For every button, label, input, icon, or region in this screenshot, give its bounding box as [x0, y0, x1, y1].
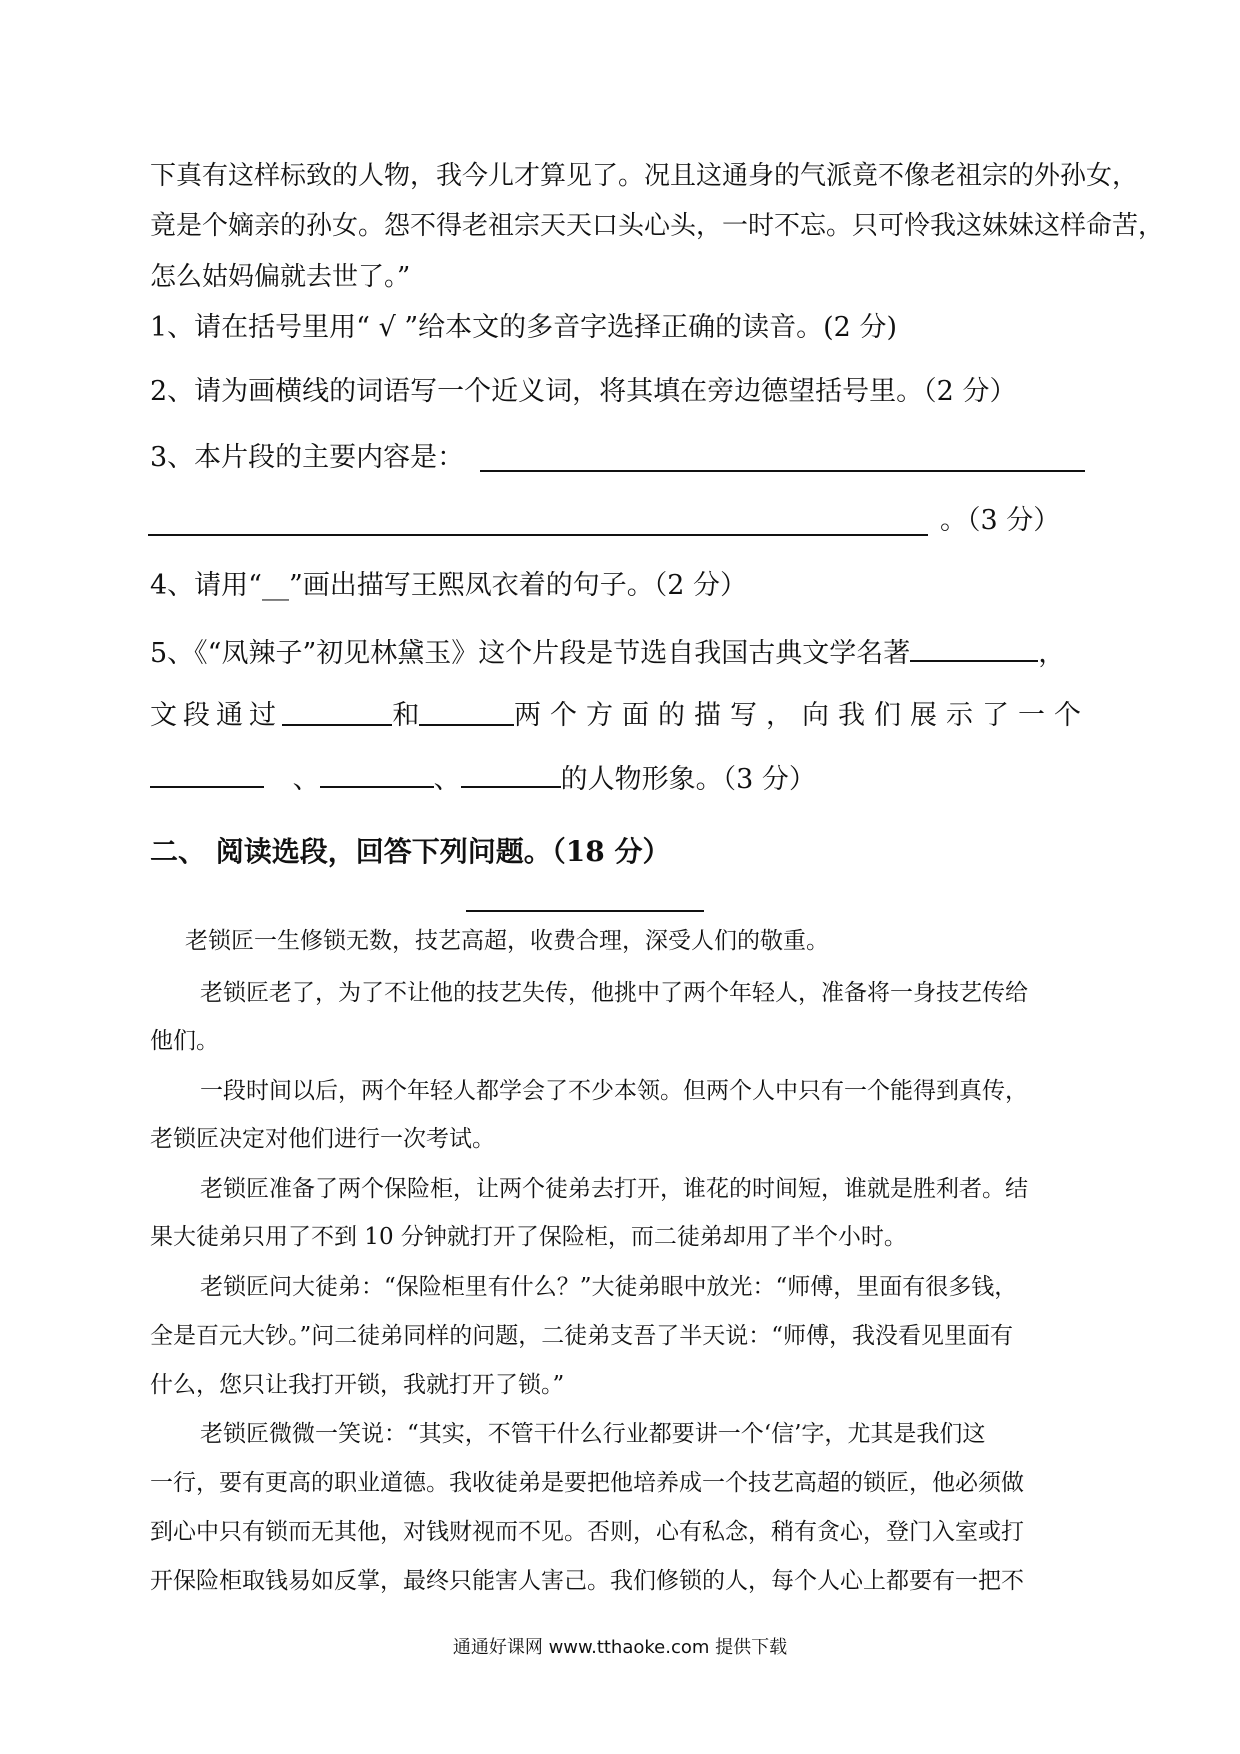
passage-line-1: 下真有这样标致的人物，我今儿才算见了。况且这通身的气派竟不像老祖宗的外孙女， [150, 161, 1139, 191]
question-4: 4、请用“__”画出描写王熙凤衣着的句子。（2 分） [150, 570, 748, 601]
reading-p3-line-2: 老锁匠决定对他们进行一次考试。 [150, 1126, 495, 1152]
question-5-text: 5、《“凤辣子”初见林黛玉》这个片段是节选自我国古典文学名著 [150, 638, 911, 669]
answer-blank-title[interactable] [466, 910, 704, 912]
reading-p5-line-2: 全是百元大钞。”问二徒弟同样的问题，二徒弟支吾了半天说：“师傅，我没看见里面有 [150, 1323, 1014, 1349]
q5-show: 两个方面的描写，向我们展示了一个 [514, 700, 1090, 731]
answer-blank-trait-2[interactable] [320, 762, 434, 788]
passage-line-2: 竟是个嫡亲的孙女。怨不得老祖宗天天口头心头，一时不忘。只可怜我这妹妹这样命苦， [150, 211, 1165, 241]
q5-and: 和 [392, 700, 420, 731]
reading-p6-line-4: 开保险柜取钱易如反掌，最终只能害人害己。我们修锁的人，每个人心上都要有一把不 [150, 1568, 1024, 1594]
reading-p4-line-2: 果大徒弟只用了不到 10 分钟就打开了保险柜，而二徒弟却用了半个小时。 [150, 1224, 907, 1250]
section-2-heading: 二、 阅读选段，回答下列问题。（18 分） [150, 835, 671, 868]
question-2: 2、请为画横线的词语写一个近义词，将其填在旁边德望括号里。（2 分） [150, 376, 1017, 407]
reading-p2-line-1: 老锁匠老了，为了不让他的技艺失传，他挑中了两个年轻人，准备将一身技艺传给 [200, 980, 1028, 1006]
answer-blank-aspect-2[interactable] [419, 700, 514, 726]
answer-line-q3-b[interactable] [148, 534, 928, 536]
reading-p6-line-3: 到心中只有锁而无其他，对钱财视而不见。否则，心有私念，稍有贪心，登门入室或打 [150, 1519, 1024, 1545]
separator-2: 、 [433, 764, 461, 795]
comma: ， [1038, 638, 1066, 669]
question-5-line-1 [150, 636, 1065, 670]
separator-1: 、 [292, 764, 320, 795]
reading-p2-line-2: 他们。 [150, 1028, 219, 1054]
question-3-score: 。（3 分） [940, 505, 1061, 536]
answer-line-q3-a[interactable] [480, 470, 1085, 472]
answer-blank-trait-1[interactable] [150, 762, 264, 788]
question-1: 1、请在括号里用“ √ ”给本文的多音字选择正确的读音。(2 分) [150, 312, 897, 343]
question-5-end: 的人物形象。（3 分） [560, 764, 816, 795]
passage-line-3: 怎么姑妈偏就去世了。” [150, 262, 411, 292]
page-footer: 通通好课网 www.tthaoke.com 提供下载 [452, 1637, 788, 1658]
q5-through: 文段通过 [150, 700, 282, 731]
question-3-label: 3、本片段的主要内容是： [150, 442, 465, 473]
answer-blank-trait-3[interactable] [461, 762, 561, 788]
answer-blank-aspect-1[interactable] [282, 700, 392, 726]
reading-p1: 老锁匠一生修锁无数，技艺高超，收费合理，深受人们的敬重。 [185, 928, 829, 954]
reading-p5-line-3: 什么，您只让我打开锁，我就打开了锁。” [150, 1372, 565, 1398]
question-5-line-2 [150, 700, 1090, 732]
reading-p3-line-1: 一段时间以后，两个年轻人都学会了不少本领。但两个人中只有一个能得到真传， [200, 1078, 1028, 1104]
reading-p5-line-1: 老锁匠问大徒弟：“保险柜里有什么？”大徒弟眼中放光：“师傅，里面有很多钱， [200, 1274, 1018, 1300]
reading-p6-line-1: 老锁匠微微一笑说：“其实，不管干什么行业都要讲一个‘信’字，尤其是我们这 [200, 1421, 986, 1447]
answer-blank-book[interactable] [910, 636, 1038, 662]
reading-p4-line-1: 老锁匠准备了两个保险柜，让两个徒弟去打开，谁花的时间短，谁就是胜利者。结 [200, 1176, 1028, 1202]
question-5-line-3 [150, 762, 816, 796]
reading-p6-line-2: 一行，要有更高的职业道德。我收徒弟是要把他培养成一个技艺高超的锁匠，他必须做 [150, 1470, 1024, 1496]
